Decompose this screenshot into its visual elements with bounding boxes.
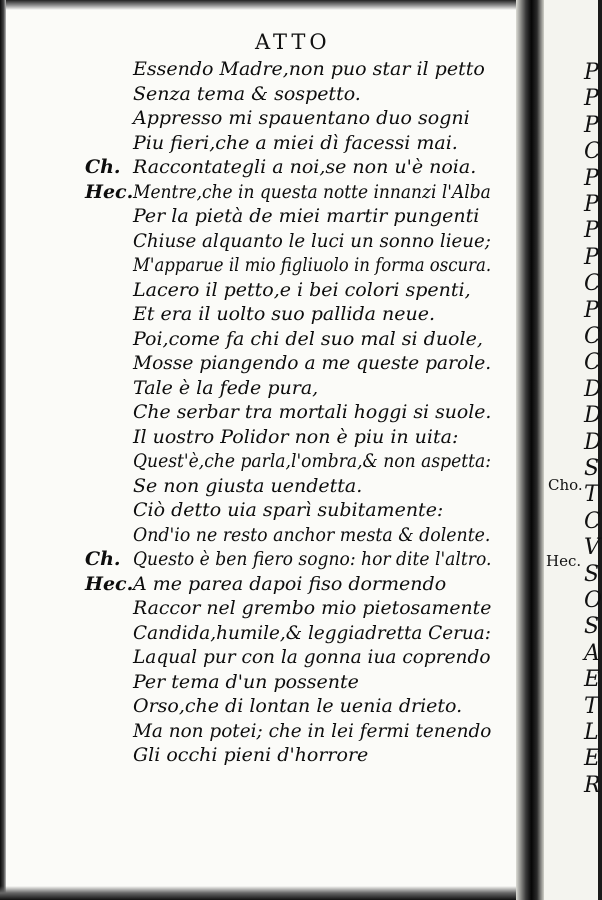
verse-line bbox=[0, 156, 516, 182]
facing-page-letter: A bbox=[584, 640, 600, 666]
facing-page-letter: T bbox=[584, 693, 599, 719]
verse-line bbox=[0, 230, 516, 256]
scan-top-edge bbox=[0, 0, 598, 10]
facing-page-letter: P bbox=[584, 297, 599, 323]
running-head: ATTO bbox=[255, 30, 331, 54]
verse-text: Poi,come fa chi del suo mal si duole, bbox=[133, 327, 483, 350]
facing-page-letter: C bbox=[584, 508, 601, 534]
verse-line bbox=[0, 720, 516, 746]
verse-text: Per tema d'un possente bbox=[133, 670, 359, 693]
verse-line bbox=[0, 671, 516, 697]
verse-line bbox=[0, 303, 516, 329]
facing-page-letter: P bbox=[584, 218, 599, 244]
verse-text: Lacero il petto,e i bei colori spenti, bbox=[133, 278, 471, 301]
facing-page-letter: C bbox=[584, 350, 601, 376]
verse-line bbox=[0, 744, 516, 770]
verse-line bbox=[0, 279, 516, 305]
facing-page-letter: P bbox=[584, 244, 599, 270]
speaker-label: Ch. bbox=[85, 548, 121, 570]
facing-page-letter: E bbox=[584, 746, 601, 772]
verse-text: Ma non potei; che in lei fermi tenendo bbox=[133, 719, 492, 742]
verse-line bbox=[0, 401, 516, 427]
facing-page-letter: D bbox=[584, 403, 602, 429]
verse-line bbox=[0, 132, 516, 158]
verse-text: Ciò detto uia sparì subitamente: bbox=[133, 499, 444, 521]
facing-page-letter: C bbox=[584, 139, 601, 165]
facing-page-letter: C bbox=[584, 271, 601, 297]
speaker-label: Hec. bbox=[85, 180, 134, 203]
verse-line bbox=[0, 622, 516, 648]
verse-text: Et era il uolto suo pallida neue. bbox=[133, 303, 436, 325]
verse-text: Senza tema & sospetto. bbox=[133, 82, 361, 105]
facing-page-letter: D bbox=[584, 429, 602, 455]
verse-line bbox=[0, 328, 516, 354]
verse-line bbox=[0, 377, 516, 403]
verse-text: Orso,che di lontan le uenia drieto. bbox=[133, 695, 463, 717]
verse-text: Gli occhi pieni d'horrore bbox=[133, 744, 369, 766]
verse-text: A me parea dapoi fiso dormendo bbox=[133, 572, 447, 595]
book-gutter bbox=[516, 0, 544, 900]
verse-line bbox=[0, 205, 516, 231]
verse-text: Mosse piangendo a me queste parole. bbox=[133, 352, 492, 374]
verse-text: Piu fieri,che a miei dì facessi mai. bbox=[133, 131, 458, 154]
facing-page-letter: P bbox=[584, 192, 599, 217]
facing-page-letter: D bbox=[584, 376, 602, 402]
verse-line bbox=[0, 695, 516, 721]
facing-page-letter: P bbox=[584, 60, 599, 85]
verse-text: Chiuse alquanto le luci un sonno lieue; bbox=[133, 229, 491, 252]
facing-page-letter: P bbox=[584, 112, 599, 138]
facing-page-letter: E bbox=[584, 667, 601, 693]
verse-line bbox=[0, 107, 516, 133]
verse-line bbox=[0, 83, 516, 109]
verse-text: Quest'è,che parla,l'ombra,& non aspetta: bbox=[133, 450, 491, 472]
verse-line bbox=[0, 646, 516, 672]
facing-page-letter: R bbox=[584, 772, 601, 798]
verse-text: Candida,humile,& leggiadretta Cerua: bbox=[133, 621, 491, 644]
verse-text: Raccor nel grembo mio pietosamente bbox=[133, 597, 492, 619]
verse-text: Per la pietà de miei martir pungenti bbox=[133, 205, 480, 227]
verse-text: M'apparue il mio figliuolo in forma oscura. bbox=[133, 254, 492, 276]
verse-text: Tale è la fede pura, bbox=[133, 376, 319, 399]
facing-page-letter: V bbox=[584, 535, 600, 561]
verse-line bbox=[0, 524, 516, 550]
facing-page-letter: T bbox=[584, 482, 599, 508]
verse-line bbox=[0, 573, 516, 599]
facing-page-speaker: Hec. bbox=[546, 552, 582, 570]
verse-text: Il uostro Polidor non è piu in uita: bbox=[133, 425, 459, 448]
facing-page-letter: P bbox=[584, 165, 599, 191]
verse-line bbox=[0, 597, 516, 623]
verse-line bbox=[0, 352, 516, 378]
verse-line bbox=[0, 499, 516, 525]
speaker-label: Hec. bbox=[85, 572, 134, 595]
verse-line bbox=[0, 475, 516, 501]
speaker-label: Ch. bbox=[85, 156, 121, 178]
verse-line bbox=[0, 426, 516, 452]
verse-text: Essendo Madre,non puo star il petto bbox=[133, 58, 485, 80]
facing-page-letter: S bbox=[584, 614, 600, 640]
verse-text: Raccontategli a noi,se non u'è noia. bbox=[133, 156, 477, 178]
facing-page-speaker: Cho. bbox=[548, 476, 583, 494]
verse-text: Appresso mi spauentano duo sogni bbox=[133, 107, 470, 129]
facing-page-letter: S bbox=[584, 561, 600, 587]
facing-page-letter: S bbox=[584, 456, 600, 481]
facing-page-letter: C bbox=[584, 324, 601, 349]
verse-text: Ond'io ne resto anchor mesta & dolente. bbox=[133, 523, 491, 546]
verse-line bbox=[0, 254, 516, 280]
verse-text: Mentre,che in questa notte innanzi l'Alba bbox=[133, 180, 491, 203]
verse-line bbox=[0, 181, 516, 207]
facing-page-letter: P bbox=[584, 86, 599, 112]
verse-line bbox=[0, 548, 516, 574]
verse-text: Questo è ben fiero sogno: hor dite l'altro. bbox=[133, 548, 492, 570]
scan-bottom-edge bbox=[0, 886, 598, 900]
facing-page-letter: O bbox=[584, 588, 602, 613]
verse-text: Se non giusta uendetta. bbox=[133, 474, 363, 497]
verse-text: Che serbar tra mortali hoggi si suole. bbox=[133, 401, 492, 423]
verse-line bbox=[0, 450, 516, 476]
facing-page-letter: L bbox=[584, 720, 599, 745]
verse-text: Laqual pur con la gonna iua coprendo bbox=[133, 646, 491, 668]
verse-line bbox=[0, 58, 516, 84]
